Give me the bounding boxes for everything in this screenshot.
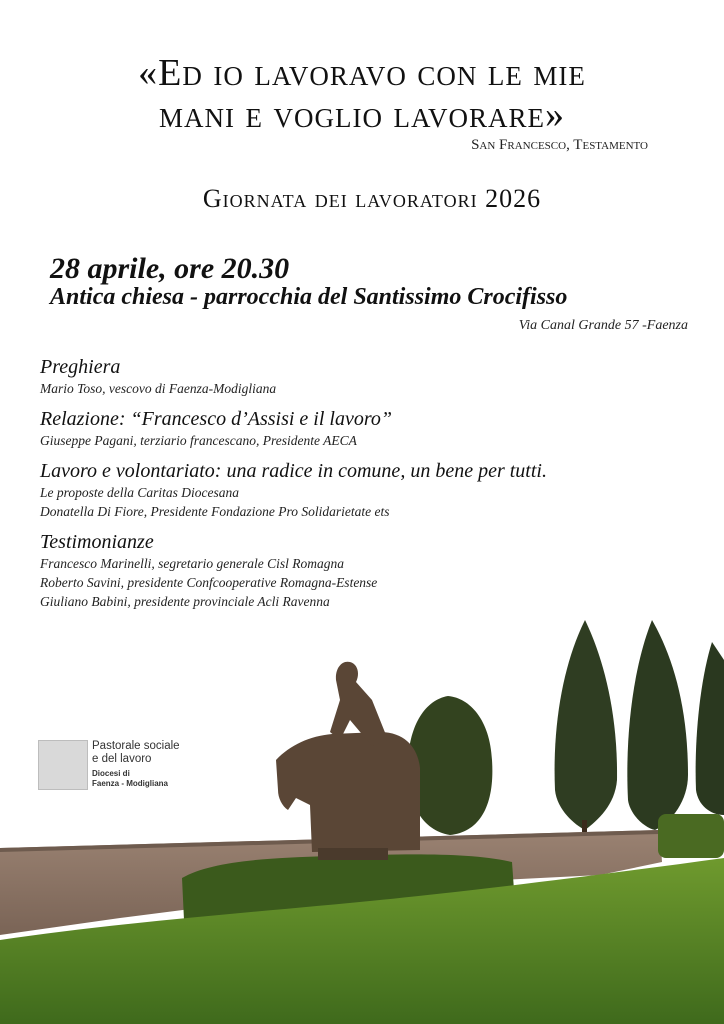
statue-icon: [276, 662, 420, 860]
event-title: Giornata dei lavoratori 2026: [202, 184, 542, 213]
quote-line-1: «Ed io lavoravo con le mie: [138, 52, 586, 94]
logo-diocese: [92, 769, 168, 789]
program-item-preghiera: [40, 355, 700, 398]
quote-line-2: mani e voglio lavorare»: [159, 94, 565, 136]
program-heading: Testimonianze: [40, 531, 154, 553]
logo-line-2: e del lavoro: [92, 753, 152, 765]
logo-name: [92, 740, 180, 766]
program-heading: Preghiera: [40, 356, 121, 378]
program-item-testimonianze: [40, 530, 700, 611]
program-list: [40, 355, 700, 620]
logo-line-4: Faenza - Modigliana: [92, 779, 169, 788]
tree: [408, 696, 493, 835]
event-address: Via Canal Grande 57 -Faenza: [518, 318, 688, 333]
program-heading: Relazione: “Francesco d’Assisi e il lavoro”: [40, 408, 392, 430]
program-item-relazione: [40, 407, 700, 450]
program-speaker: Francesco Marinelli, segretario generale Cisl Romagna: [40, 556, 344, 571]
event-venue: Antica chiesa - parrocchia del Santissimo Crocifisso: [50, 284, 568, 310]
program-item-volontariato: [40, 459, 700, 521]
logo-line-3: Diocesi di: [92, 769, 130, 778]
logo-emblem-icon: [38, 740, 88, 790]
quote-source: San Francesco, Testamento: [471, 137, 648, 153]
program-speaker: Giuliano Babini, presidente provinciale Acli Ravenna: [40, 594, 330, 609]
landscape-photo: [0, 600, 724, 1024]
program-speaker: Mario Toso, vescovo di Faenza-Modigliana: [40, 381, 277, 396]
program-speaker: Roberto Savini, presidente Confcooperative Romagna-Estense: [40, 575, 378, 590]
cypress-tree: [696, 642, 724, 815]
program-heading: Lavoro e volontariato: una radice in comune, un bene per tutti.: [40, 460, 547, 482]
event-date-time: 28 aprile, ore 20.30: [50, 252, 290, 285]
program-speaker: Giuseppe Pagani, terziario francescano, Presidente AECA: [40, 433, 357, 448]
program-speaker: Donatella Di Fiore, Presidente Fondazione Pro Solidarietate ets: [40, 504, 390, 519]
program-subheading: Le proposte della Caritas Diocesana: [40, 485, 239, 500]
quote-title: [0, 52, 724, 136]
cypress-tree: [627, 620, 688, 830]
diocese-logo: [38, 740, 198, 792]
logo-line-1: Pastorale sociale: [92, 740, 180, 752]
cypress-tree: [555, 620, 617, 834]
